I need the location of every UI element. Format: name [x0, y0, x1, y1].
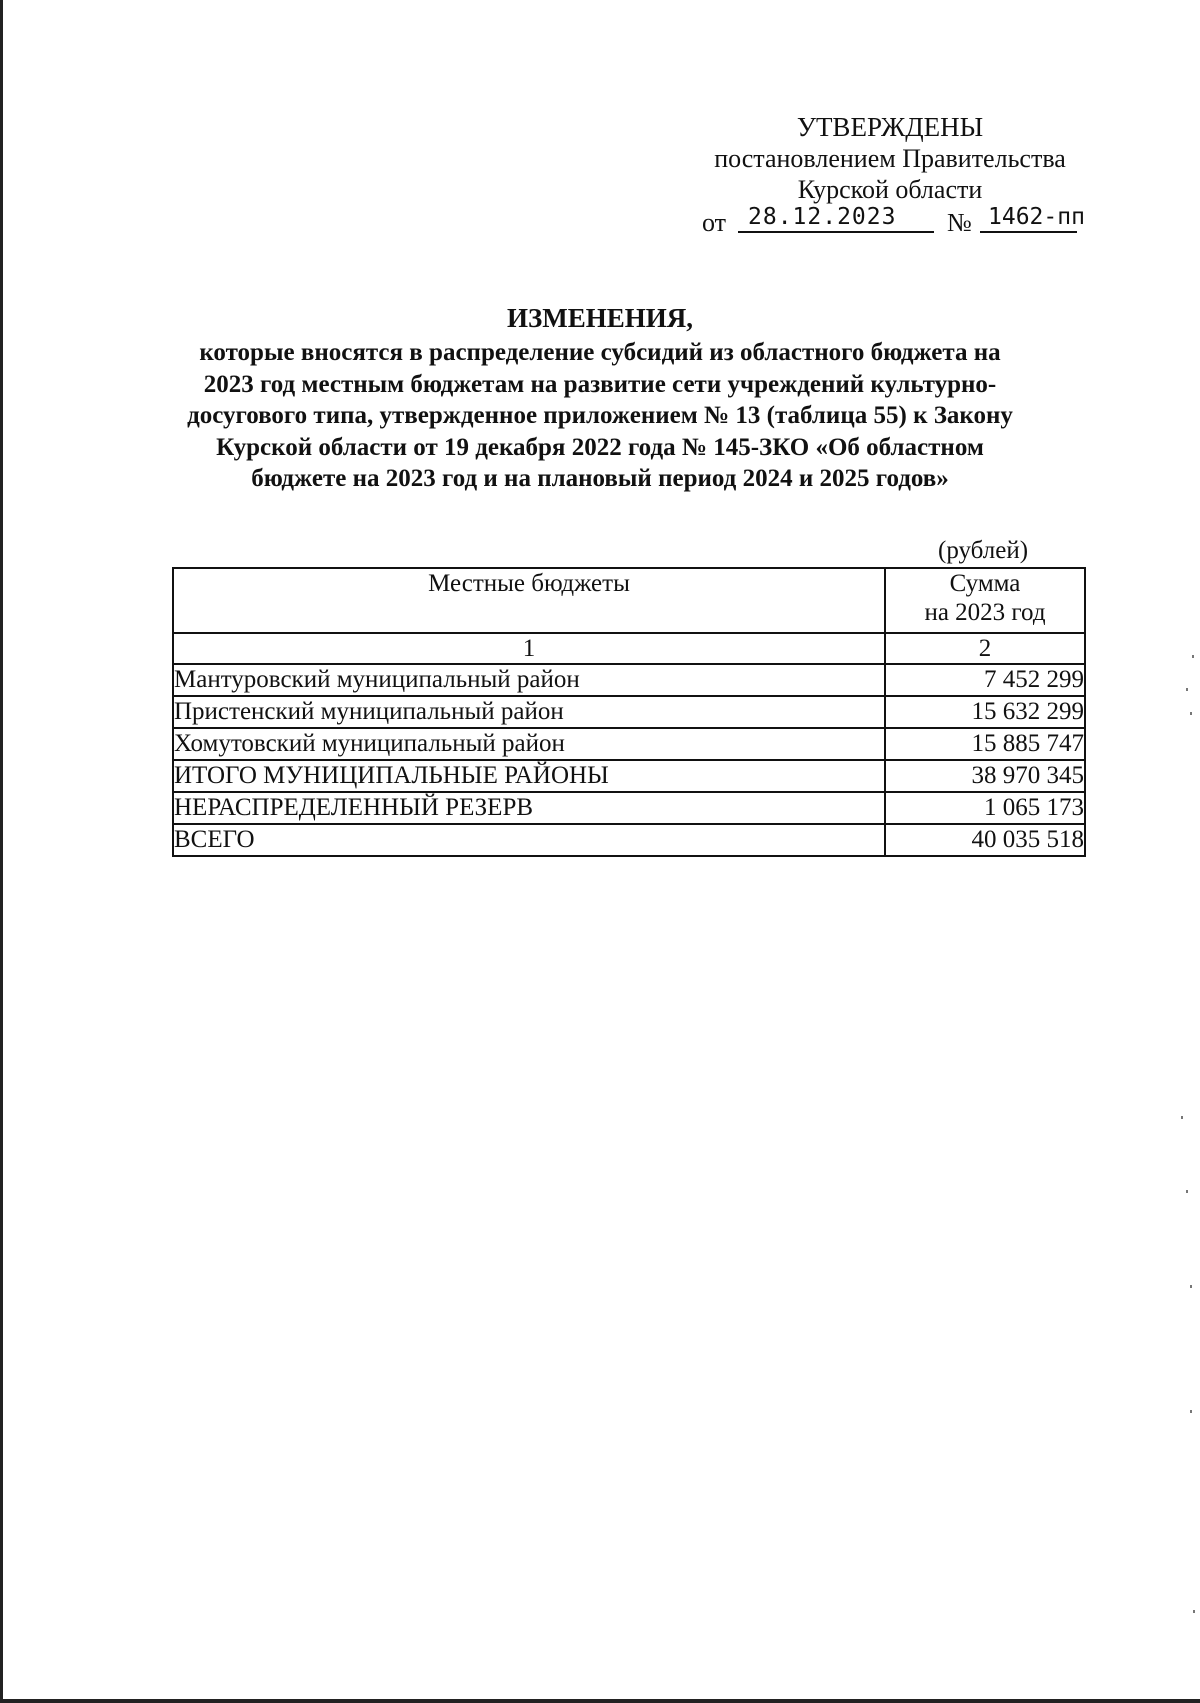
- approval-reference: [690, 205, 1110, 239]
- scan-speck: [1192, 655, 1194, 658]
- scan-edge-bottom: [0, 1699, 1200, 1703]
- table-header-row: [173, 568, 1085, 633]
- budget-name: ВСЕГО: [173, 824, 885, 856]
- subtitle-line: бюджете на 2023 год и на плановый период 2024 и 2025 годов»: [251, 465, 949, 492]
- budget-name: Хомутовский муниципальный район: [173, 728, 885, 760]
- table-row: [173, 824, 1085, 856]
- scan-speck: [1186, 1190, 1188, 1193]
- scan-speck: [1186, 688, 1188, 691]
- subtitle-line: досугового типа, утвержденное приложением № 13 (таблица 55) к Закону: [187, 402, 1013, 429]
- scan-edge-left: [0, 0, 3, 1703]
- approval-line-2: Курской области: [797, 175, 983, 204]
- scan-speck: [1190, 712, 1192, 715]
- approval-block: [690, 112, 1110, 239]
- table-row: [173, 760, 1085, 792]
- header-local-budgets: Местные бюджеты: [173, 568, 885, 633]
- budget-name: НЕРАСПРЕДЕЛЕННЫЙ РЕЗЕРВ: [173, 792, 885, 824]
- subtitle-line: Курской области от 19 декабря 2022 года № 145-ЗКО «Об областном: [216, 433, 984, 461]
- budget-name: ИТОГО МУНИЦИПАЛЬНЫЕ РАЙОНЫ: [173, 760, 885, 792]
- scan-speck: [1193, 1610, 1195, 1613]
- header-sum: [885, 568, 1085, 633]
- budget-amount: 15 632 299: [885, 696, 1085, 728]
- budget-amount: 7 452 299: [885, 664, 1085, 696]
- date-label: от: [702, 208, 727, 237]
- budget-amount: 40 035 518: [885, 824, 1085, 856]
- document-title: ИЗМЕНЕНИЯ,: [506, 303, 693, 333]
- budget-amount: 15 885 747: [885, 728, 1085, 760]
- approval-number: 1462-пп: [980, 203, 1077, 233]
- unit-label: (рублей): [938, 537, 1029, 564]
- table-row: [173, 728, 1085, 760]
- scan-speck: [1190, 1285, 1192, 1288]
- budget-amount: 38 970 345: [885, 760, 1085, 792]
- subtitle-line: которые вносятся в распределение субсидий из областного бюджета на: [199, 339, 1001, 366]
- column-number-row: [173, 633, 1085, 664]
- approval-date: 28.12.2023: [738, 203, 934, 233]
- budget-amount: 1 065 173: [885, 792, 1085, 824]
- header-sum-line-1: Сумма: [949, 570, 1021, 597]
- approval-heading: УТВЕРЖДЕНЫ: [796, 112, 984, 142]
- approval-line-1: постановлением Правительства: [714, 144, 1066, 173]
- number-label: №: [947, 208, 972, 237]
- budget-table: [172, 567, 1086, 857]
- header-sum-line-2: на 2023 год: [924, 599, 1046, 626]
- column-number: 1: [173, 633, 885, 664]
- table-row: [173, 696, 1085, 728]
- table-row: [173, 792, 1085, 824]
- document-subtitle: [140, 337, 1060, 495]
- scan-speck: [1181, 1116, 1183, 1119]
- budget-name: Пристенский муниципальный район: [173, 696, 885, 728]
- scan-speck: [1190, 1410, 1192, 1413]
- subtitle-line: 2023 год местным бюджетам на развитие сети учреждений культурно-: [203, 370, 997, 398]
- table-row: [173, 664, 1085, 696]
- column-number: 2: [885, 633, 1085, 664]
- budget-name: Мантуровский муниципальный район: [173, 664, 885, 696]
